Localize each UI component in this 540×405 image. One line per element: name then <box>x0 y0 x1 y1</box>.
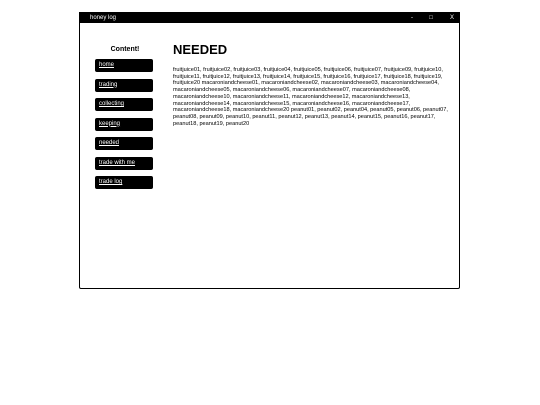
page-title: NEEDED <box>173 42 228 57</box>
sidebar-item-collecting[interactable]: collecting <box>95 98 153 111</box>
sidebar-item-needed[interactable]: needed <box>95 137 153 150</box>
needed-list: fruitjuice01, fruitjuice02, fruitjuice03, fruitjuice04, fruitjuice05, fruitjuice06, fruitjuice07, fruitjuice09, fruitjuice10, fruitjuice11, fruitjuice12, fruitjuice13, fruitjuice14, fruitjuice15, fruitjuice16, fruitjuice17, fruitjuice18, fruitjuice19, fruitjuice20 macaroniandcheese01, macaroniandcheese02, macaroniandcheese03, macaroniandcheese04, macaroniandcheese05, macaroniandcheese06, macaroniandcheese07, macaroniandcheese08, macaroniandcheese10, macaroniandcheese11, macaroniandcheese12, macaroniandcheese13, macaroniandcheese14, macaroniandcheese15, macaroniandcheese16, macaroniandcheese17, macaroniandcheese18, macaroniandcheese20 peanut01, peanut02, peanut04, peanut05, peanut06, peanut07, peanut08, peanut09, peanut10, peanut11, peanut12, peanut13, peanut14, peanut15, peanut16, peanut17, peanut18, peanut19, peanut20 <box>173 67 448 127</box>
sidebar <box>95 43 155 196</box>
sidebar-item-trading[interactable]: trading <box>95 79 153 92</box>
sidebar-item-trade-with-me[interactable]: trade with me <box>95 157 153 170</box>
sidebar-heading: Content! <box>110 46 140 53</box>
close-button[interactable]: X <box>449 15 454 21</box>
main-content <box>173 42 448 127</box>
app-window <box>79 12 460 289</box>
window-title: honey log <box>90 15 117 21</box>
sidebar-item-home[interactable]: home <box>95 59 153 72</box>
sidebar-item-trade-log[interactable]: trade log <box>95 176 153 189</box>
maximize-button[interactable]: □ <box>429 15 433 21</box>
title-bar[interactable] <box>80 13 459 23</box>
sidebar-item-keeping[interactable]: keeping <box>95 118 153 131</box>
minimize-button[interactable]: - <box>411 15 413 21</box>
